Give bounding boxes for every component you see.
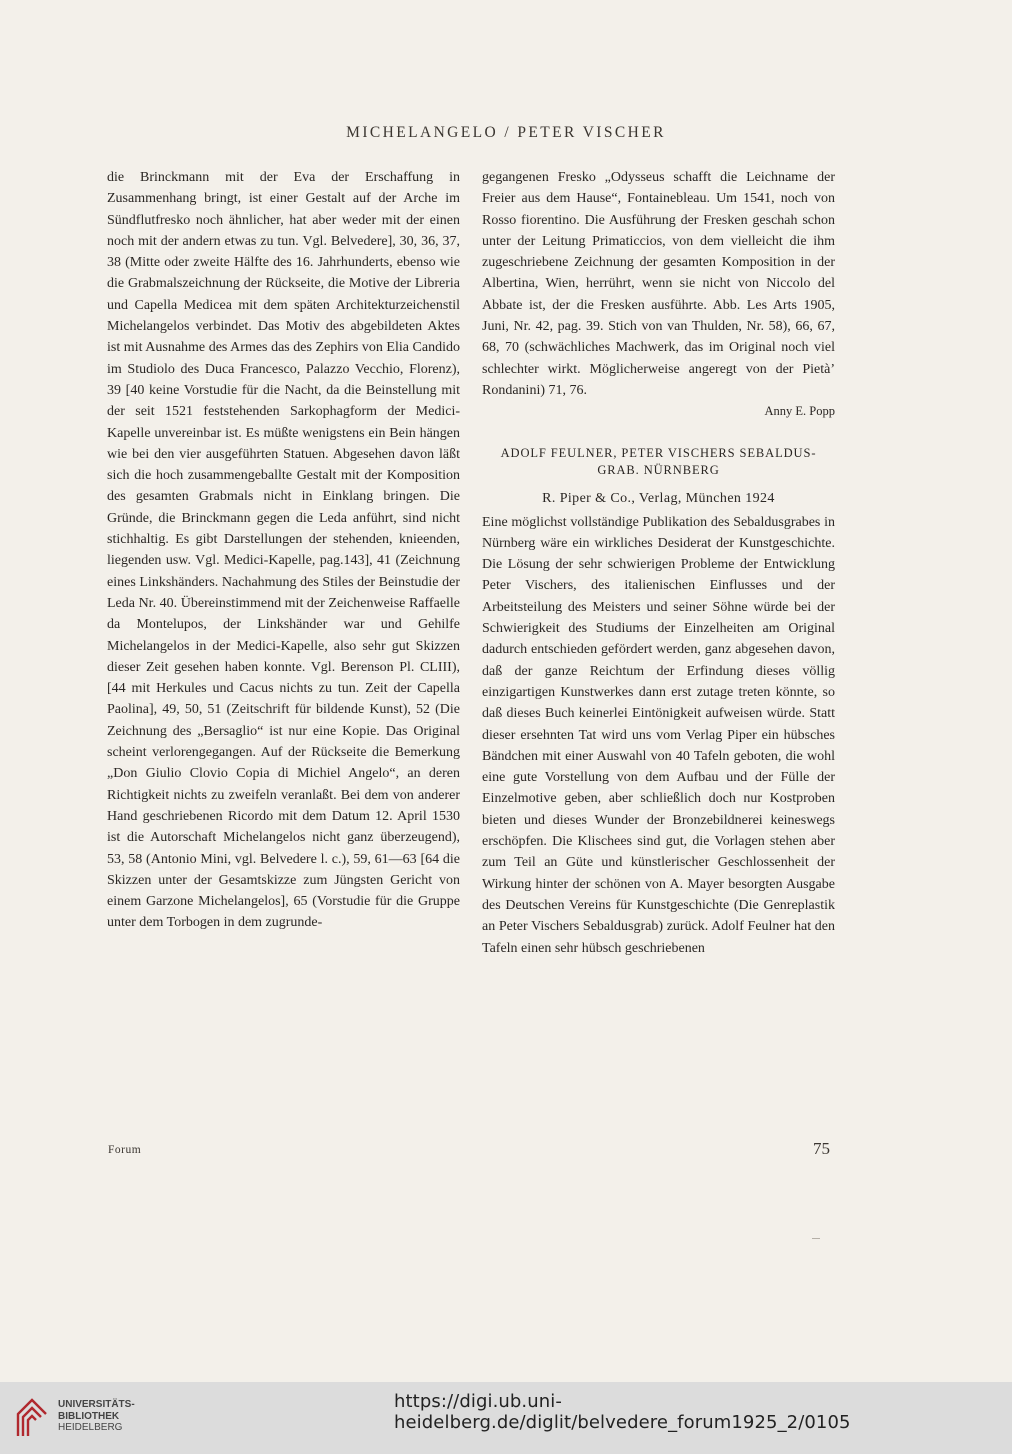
right-paragraph-2: Eine möglichst vollständige Publikation des Sebaldusgrabes in Nürnberg wäre ein wirkliches Desiderat der Kunstgeschichte. Die Lösung der sehr schwierigen Probleme der Entwicklung Peter Vischers, des italienischen Einflusses und der Arbeitsteilung des Meisters und seiner Söhne würde bei der Schwierigkeit des Studiums der Einzelheiten am Original dadurch entschieden gefördert werden, ganz abgesehen davon, daß der ganze Reichtum der Erfindung dieses völlig einzigartigen Kunstwerkes dann erst zutage treten könnte, so daß dieses Buch keinerlei Eintönigkeit aufweisen würde. Statt dieser ersehnten Tat wird uns vom Verlag Piper ein hübsches Bändchen mit einer Auswahl von 40 Tafeln geboten, die wohl eine gute Vorstellung von dem Aufbau und der Fülle der Einzelmotive geben, aber schließlich doch nur Kostproben bieten und dieses Wunder der Bronzebildnerei keineswegs erschöpfen. Die Klischees sind gut, die Vorlagen stehen aber zum Teil an Güte und künstlerischer Geschlossenheit der Wirkung hinter der schönen von A. Mayer besorgten Ausgabe des Deutschen Vereins für Kunstgeschichte (Die Genreplastik an Peter Vischers Sebaldusgrab) zurück. Adolf Feulner hat den Tafeln einen sehr hübsch geschriebenen <box>482 514 835 956</box>
logo-line-1: UNIVERSITÄTS- <box>58 1399 135 1410</box>
logo-line-3: HEIDELBERG <box>58 1422 123 1433</box>
left-column-text: die Brinckmann mit der Eva der Erschaffung in Zusammenhang bringt, ist einer Gestalt auf der Arche im Sündflutfresko noch ähnlicher, hat aber weder mit der einen noch mit der andern etwas zu tun. Vgl. Belvedere], 30, 36, 37, 38 (Mitte oder zweite Hälfte des 16. Jahrhunderts, ebenso wie die Grabmalszeichnung der Rückseite, die Motive der Libreria und Capella Medicea mit dem späten Architekturzeichenstil Michelangelos verbindet. Das Motiv des abgebildeten Aktes ist mit Ausnahme des Armes das des Zephirs von Elia Candido im Studiolo des Duca Francesco, Palazzo Vecchio, Florenz), 39 [40 keine Vorstudie für die Nacht, da die Beinstellung mit der seit 1521 feststehenden Sarkophagform der Medici-Kapelle unvereinbar ist. Es müßte wenigstens ein Bein hängen wie bei den vier ausgeführten Statuen. Abgesehen davon läßt sich die hoch zusammengeballte Gestalt mit der Komposition des gesamten Grabmals nicht in Einklang bringen. Die Gründe, die Brinckmann gegen die Leda anführt, sind nicht stichhaltig. Es gibt Darstellungen der stehenden, knieenden, liegenden usw. Vgl. Medici-Kapelle, pag.143], 41 (Zeichnung eines Linkshänders. Nachahmung des Stiles der Beinstudie der Leda Nr. 40. Übereinstimmend mit der Zeichenweise Raffaelle da Montelupos, der Linkshänder war und Gehilfe Michelangelos in der Medici-Kapelle, also sehr gut Skizzen dieser Zeit gesehen haben konnte. Vgl. Berenson Pl. CLIII), [44 mit Herkules und Cacus nichts zu tun. Zeit der Capella Paolina], 49, 50, 51 (Zeitschrift für bildende Kunst), 52 (Die Zeichnung des „Bersaglio“ ist nur eine Kopie. Das Original scheint verlorengegangen. Auf der Rückseite die Bemerkung „Don Giulio Clovio Copia di Michiel Angelo“, an deren Richtigkeit nichts zu zweifeln veranlaßt. Bei dem von anderer Hand geschriebenen Ricordo mit dem Datum 12. April 1530 ist die Autorschaft Michelangelos nicht ganz überzeugend), 53, 58 (Antonio Mini, vgl. Belvedere l. c.), 59, 61—63 [64 die Skizzen unter der Gesamtskizze zum Jüngsten Gericht von einem Garzone Michelangelos], 65 (Vorstudie für die Gruppe unter dem Torbogen in dem zugrunde- <box>107 170 460 931</box>
running-header: MICHELANGELO / PETER VISCHER <box>346 124 666 141</box>
publisher-line: R. Piper & Co., Verlag, München 1924 <box>542 491 775 507</box>
author-signature: Anny E. Popp <box>764 404 835 419</box>
review-title-line-2: GRAB. NÜRNBERG <box>597 463 720 478</box>
library-logo-icon[interactable] <box>14 1392 50 1440</box>
footer-label: Forum <box>108 1144 142 1156</box>
right-column <box>482 167 835 959</box>
logo-line-2: BIBLIOTHEK <box>58 1410 120 1422</box>
page-number: 75 <box>813 1139 830 1158</box>
page-mark <box>812 1238 820 1239</box>
review-title <box>482 445 835 479</box>
permalink-url[interactable]: https://digi.ub.uni-heidelberg.de/diglit/belvedere_forum1925_2/0105 <box>394 1391 851 1433</box>
right-paragraph-1: gegangenen Fresko „Odysseus schafft die Leichname der Freier aus dem Hause“, Fontainebleau. Um 1541, noch von Rosso fiorentino. Die Ausführung der Fresken geschah schon unter der Leitung Primaticcios, von dem vielleicht die ihm zugeschriebene Zeichnung der gesamten Komposition in der Albertina, Wien, herrührt, wenn sie nicht von Niccolo del Abbate ist, der die Fresken ausführte. Abb. Les Arts 1905, Juni, Nr. 42, pag. 39. Stich von van Thulden, Nr. 58), 66, 67, 68, 70 (schwächliches Machwerk, das im Original noch viel schlechter wirkt. Möglicherweise angeregt von der Pietà’ Rondanini) 71, 76. <box>482 170 835 398</box>
library-logo-text[interactable] <box>58 1399 135 1434</box>
left-column <box>107 167 460 934</box>
review-title-line-1: ADOLF FEULNER, PETER VISCHERS SEBALDUS- <box>500 446 817 461</box>
